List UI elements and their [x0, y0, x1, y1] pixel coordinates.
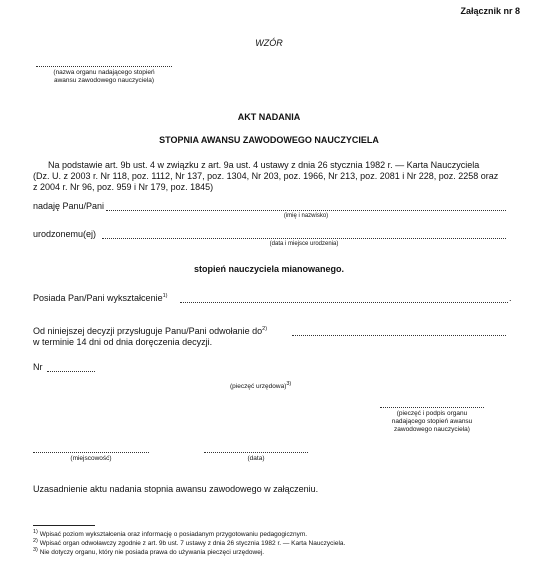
footnote-ref-2: 2)	[262, 326, 268, 332]
stamp-label: (pieczęć urzędowa)$^{3)}$	[230, 380, 292, 390]
document-subtitle: STOPNIA AWANSU ZAWODOWEGO NAUCZYCIELA	[159, 135, 379, 145]
justification-text: Uzasadnienie aktu nadania stopnia awansu zawodowego w załączeniu.	[33, 484, 319, 494]
name-caption: (imię i nazwisko)	[283, 213, 329, 219]
born-caption: (data i miejsce urodzenia)	[269, 241, 339, 247]
issuer-caption: (nazwa organu nadającego stopień awansu zawodowego nauczyciela)	[53, 69, 155, 84]
issuer-name-line	[36, 66, 172, 67]
grant-label: nadaję Panu/Pani	[33, 201, 105, 211]
born-field[interactable]	[102, 238, 506, 239]
place-caption: (miejscowość)	[70, 455, 112, 462]
footnote-ref-1: 1)	[162, 293, 168, 299]
footnote-3: $^{3)}$ Nie dotyczy organu, który nie posiada prawa do używania pieczęci urzędowej.	[33, 546, 265, 556]
education-field[interactable]	[180, 302, 508, 303]
signature-caption: (pieczęć i podpis organu nadającego stopień awansu zawodowego nauczyciela)	[391, 410, 473, 433]
legal-basis: Na podstawie art. 9b ust. 4 w związku z art. 9a ust. 4 ustawy z dnia 26 stycznia 1982 r. — Karta Nauczyciela (Dz. U. z 2003 r. Nr 118, poz. 1112, Nr 137, poz. 1304, Nr 203, poz. 1966, Nr 213, poz. 2081 i Nr 228, poz. 2258 oraz z 2004 r. Nr 96, poz. 959 i Nr 179, poz. 1845)	[33, 160, 499, 192]
signature-line	[380, 407, 484, 408]
date-caption: (data)	[247, 455, 265, 462]
footnote-separator	[33, 525, 95, 526]
degree-label: stopień nauczyciela mianowanego.	[193, 264, 345, 274]
footnote-ref-3: 3)	[286, 380, 292, 387]
education-label: Posiada Pan/Pani wykształcenie$^{1)}$	[33, 293, 168, 303]
footnote-2: $^{2)}$ Wpisać organ odwoławczy zgodnie z art. 9b ust. 7 ustawy z dnia 26 stycznia 1982 r. — Karta Nauczyciela.	[33, 537, 346, 547]
number-label: Nr	[33, 362, 43, 372]
education-period: .	[509, 293, 512, 303]
footnote-1: $^{1)}$ Wpisać poziom wykształcenia oraz informację o posiadanym przygotowaniu pedagogicznym.	[33, 528, 308, 538]
appeal-text: Od niniejszej decyzji przysługuje Panu/Pani odwołanie $do^{2)}$ w terminie 14 dni od dnia doręczenia decyzji.	[33, 326, 268, 347]
born-label: urodzonemu(ej)	[33, 229, 97, 239]
date-field[interactable]	[204, 452, 308, 453]
number-field[interactable]	[47, 371, 95, 372]
place-field[interactable]	[33, 452, 149, 453]
name-field[interactable]	[106, 210, 506, 211]
document-title: AKT NADANIA	[237, 112, 301, 122]
footnotes	[33, 530, 345, 557]
template-label: WZÓR	[255, 38, 283, 48]
annex-label: Załącznik nr 8	[460, 6, 520, 16]
appeal-field[interactable]	[292, 335, 506, 336]
